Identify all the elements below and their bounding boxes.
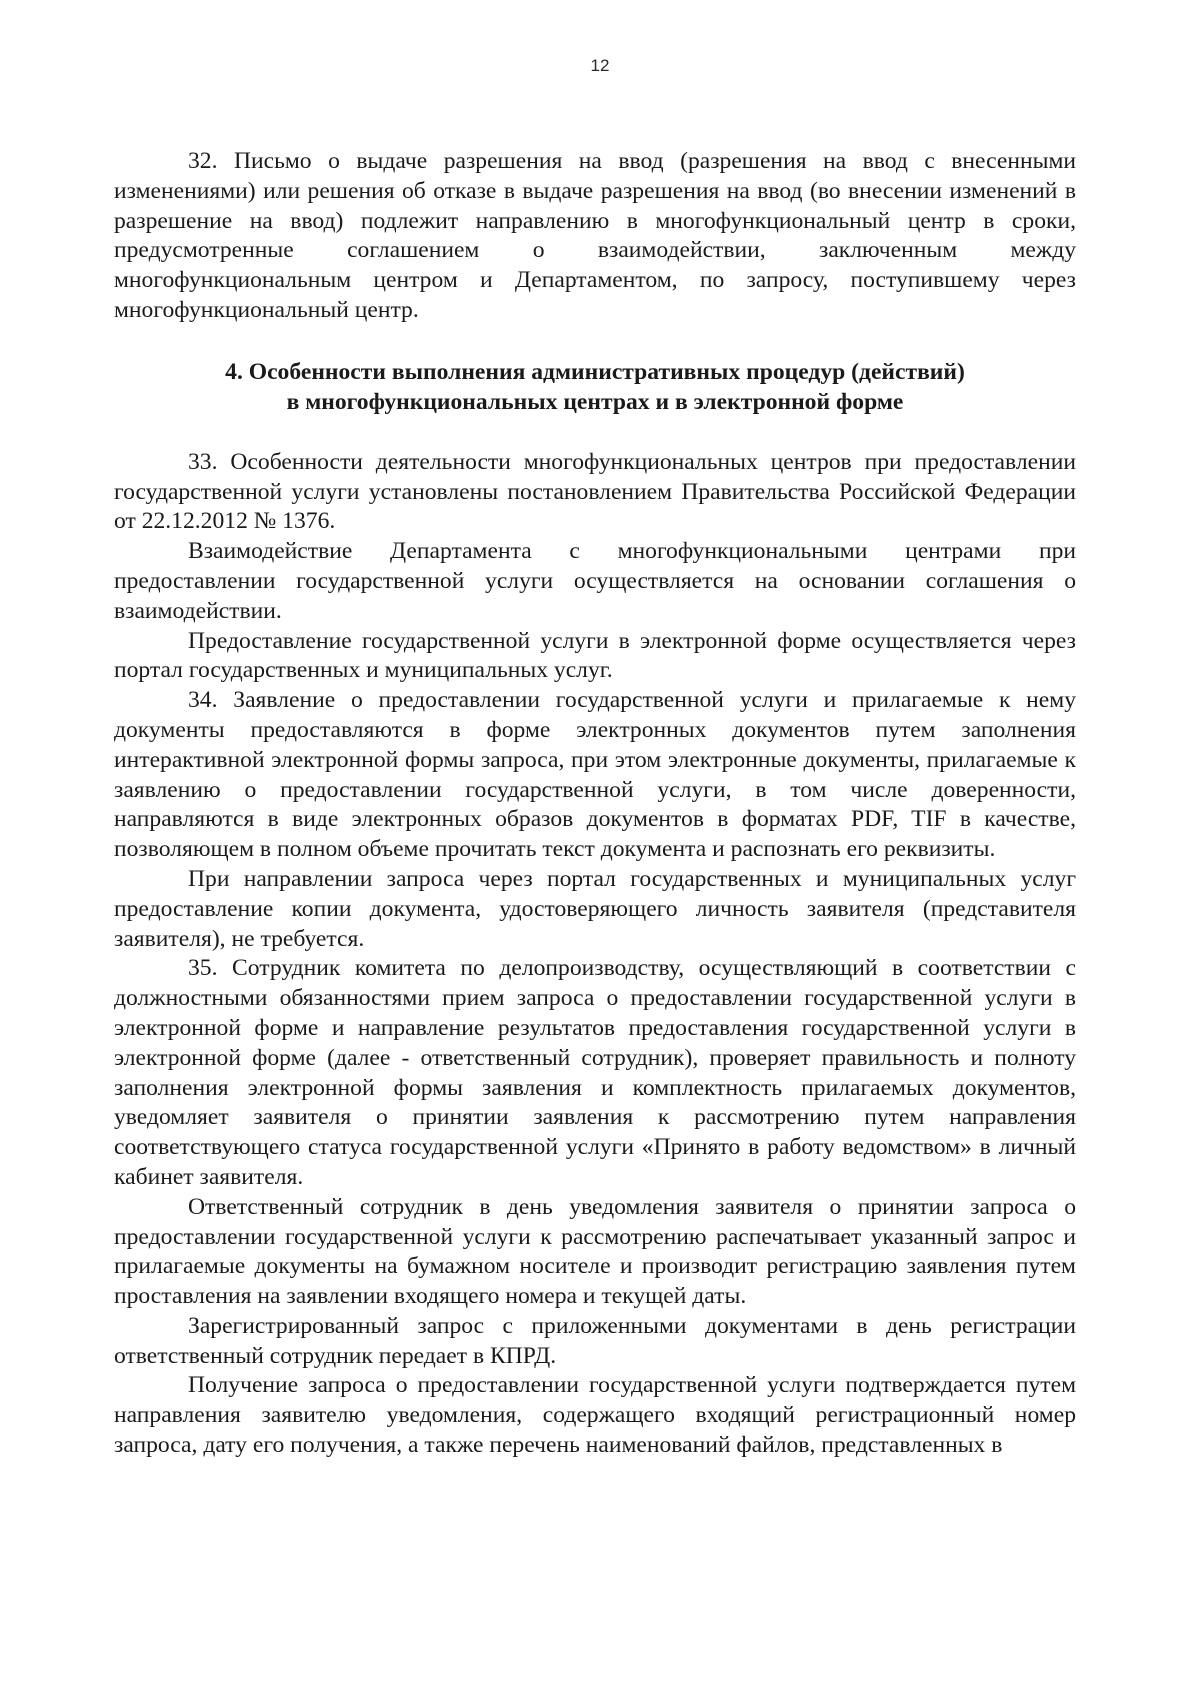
- paragraph-registered-request: Зарегистрированный запрос с приложенными документами в день регистрации ответственный сотрудник передает в КПРД.: [114, 1312, 1076, 1369]
- paragraph-responsible-employee: Ответственный сотрудник в день уведомления заявителя о принятии запроса о предоставлении государственной услуги к рассмотрению распечатывает указанный запрос и прилагаемые документы на бумажном носителе и производит регистрацию заявления путем проставления на заявлении входящего номера и текущей даты.: [114, 1193, 1076, 1310]
- section-heading-line-2: в многофункциональных центрах и в электронной форме: [286, 388, 904, 415]
- page-number: 12: [590, 56, 610, 75]
- paragraph-portal-request: При направлении запроса через портал государственных и муниципальных услуг предоставление копии документа, удостоверяющего личность заявителя (представителя заявителя), не требуется.: [114, 865, 1076, 952]
- section-heading: [114, 357, 1076, 417]
- paragraph-interaction: Взаимодействие Департамента с многофункциональными центрами при предоставлении государственной услуги осуществляется на основании соглашения о взаимодействии.: [114, 538, 1076, 624]
- paragraph-35: 35. Сотрудник комитета по делопроизводству, осуществляющий в соответствии с должностными обязанностями прием запроса о предоставлении государственной услуги в электронной форме и направление результатов предоставления государственной услуги в электронной форме (далее - ответственный сотрудник), проверяет правильность и полноту заполнения электронной формы заявления и комплектность прилагаемых документов, уведомляет заявителя о принятии заявления к рассмотрению путем направления соответствующего статуса государственной услуги «Принято в работу ведомством» в личный кабинет заявителя.: [114, 955, 1076, 1190]
- document-body: [114, 147, 1076, 1461]
- paragraph-32: 32. Письмо о выдаче разрешения на ввод (разрешения на ввод с внесенными изменениями) или решения об отказе в выдаче разрешения на ввод (во внесении изменений в разрешение на ввод) подлежит направлению в многофункциональный центр в сроки, предусмотренные соглашением о взаимодействии, заключенным между многофункциональным центром и Департаментом, по запросу, поступившему через многофункциональный центр.: [114, 148, 1076, 323]
- paragraph-receipt-confirmation: Получение запроса о предоставлении государственной услуги подтверждается путем направления заявителю уведомления, содержащего входящий регистрационный номер запроса, дату его получения, а также перечень наименований файлов, представленных в: [114, 1372, 1076, 1459]
- paragraph-34: 34. Заявление о предоставлении государственной услуги и прилагаемые к нему документы предоставляются в форме электронных документов путем заполнения интерактивной электронной формы запроса, при этом электронные документы, прилагаемые к заявлению о предоставлении государственной услуги, в том числе доверенности, направляются в виде электронных образов документов в форматах PDF, TIF в качестве, позволяющем в полном объеме прочитать текст документа и распознать его реквизиты.: [114, 687, 1076, 863]
- section-heading-line-1: 4. Особенности выполнения административных процедур (действий): [225, 358, 965, 385]
- paragraph-33: 33. Особенности деятельности многофункциональных центров при предоставлении государственной услуги установлены постановлением Правительства Российской Федерации от 22.12.2012 № 1376.: [114, 448, 1076, 535]
- paragraph-electronic-form: Предоставление государственной услуги в электронной форме осуществляется через портал государственных и муниципальных услуг.: [114, 627, 1076, 684]
